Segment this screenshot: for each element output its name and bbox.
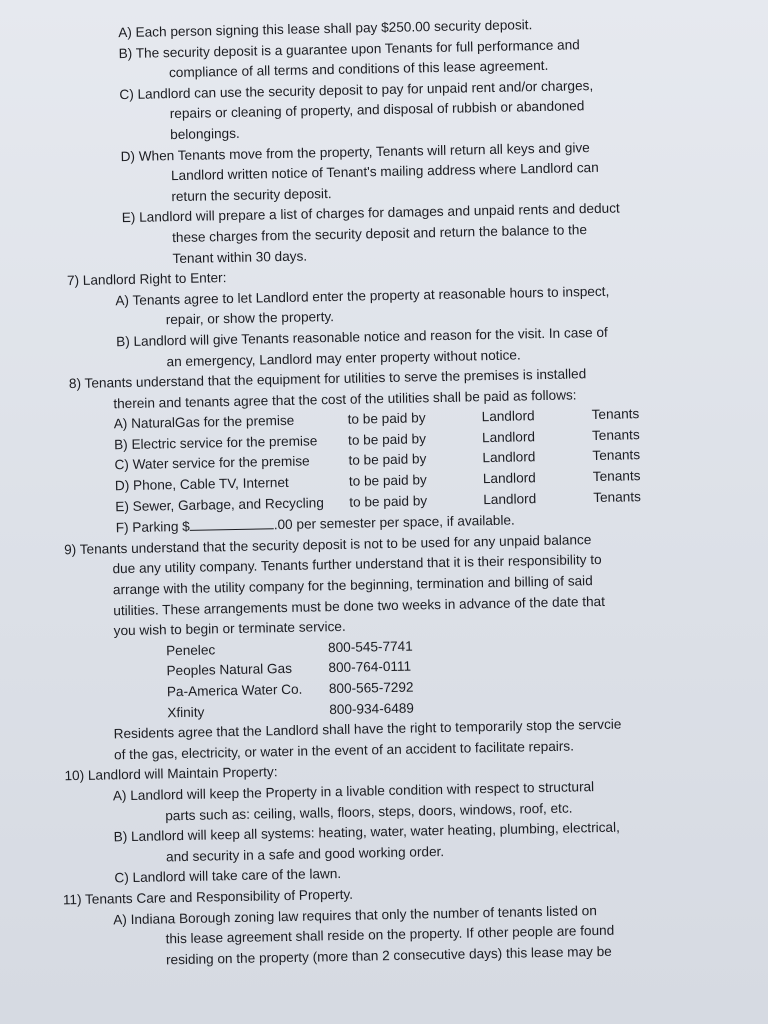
contact-name: Xfinity [167, 704, 205, 720]
utility-landlord-option: Landlord [481, 429, 536, 446]
parking-terms: .00 per semester per space, if available. [273, 512, 515, 533]
s7-item-a: A) Tenants agree to let Landlord enter the property at reasonable hours to inspect, [115, 283, 610, 308]
s6-item-c: C) Landlord can use the security deposit to pay for unpaid rent and/or charges, [119, 77, 594, 102]
utility-landlord-option: Landlord [482, 449, 536, 466]
utility-tenants-option: Tenants [591, 427, 640, 443]
utility-service: E) Sewer, Garbage, and Recycling [115, 494, 324, 514]
utility-paid-by: to be paid by [349, 492, 428, 510]
section-8-intro-cont: therein and tenants agree that the cost of the utilities shall be paid as follows: [113, 387, 577, 411]
lease-page [0, 11, 768, 974]
utility-paid-by: to be paid by [348, 472, 427, 489]
utility-service: D) Phone, Cable TV, Internet [114, 474, 289, 494]
s10-item-a-cont: parts such as: ceiling, walls, floors, steps, doors, windows, roof, etc. [165, 800, 573, 823]
section-11-heading: 11) Tenants Care and Responsibility of Property. [62, 886, 354, 908]
s7-item-b-cont: an emergency, Landlord may enter property without notice. [166, 346, 521, 369]
parking-label: F) Parking $ [115, 519, 190, 536]
utility-tenants-option: Tenants [592, 468, 641, 485]
utility-paid-by: to be paid by [347, 431, 427, 448]
s6-item-d-cont: return the security deposit. [171, 185, 332, 204]
s10-item-b-cont: and security in a safe and good working order. [165, 843, 445, 865]
s6-item-b-cont: compliance of all terms and conditions of this lease agreement. [168, 58, 549, 81]
utility-tenants-option: Tenants [592, 447, 641, 464]
contact-phone: 800-764-0111 [328, 659, 412, 676]
s11-item-a-cont: this lease agreement shall reside on the property. If other people are found [165, 922, 615, 947]
contact-phone: 800-934-6489 [329, 700, 415, 717]
s7-item-b: B) Landlord will give Tenants reasonable notice and reason for the visit. In case of [116, 324, 608, 350]
contact-name: Penelec [165, 642, 216, 659]
s6-item-e-cont: these charges from the security deposit and return the balance to the [172, 222, 588, 246]
s6-item-a: A) Each person signing this lease shall pay $250.00 security deposit. [118, 17, 533, 41]
s6-item-d-cont: Landlord written notice of Tenant's mailing address where Landlord can [170, 160, 599, 184]
utility-landlord-option: Landlord [483, 490, 537, 507]
utility-landlord-option: Landlord [482, 470, 536, 487]
utility-tenants-option: Tenants [591, 406, 640, 423]
contact-phone: 800-545-7741 [327, 638, 413, 656]
utility-service: B) Electric service for the premise [113, 433, 318, 453]
section-9-line: utilities. These arrangements must be done two weeks in advance of the date that [113, 593, 606, 618]
residents-clause: Residents agree that the Landlord shall have the right to temporarily stop the servcie [113, 716, 622, 742]
section-9-line: 9) Tenants understand that the security deposit is not to be used for any unpaid balance [64, 531, 592, 558]
utility-paid-by: to be paid by [348, 451, 427, 469]
utility-service: A) NaturalGas for the premise [113, 413, 295, 432]
s11-item-a-cont: residing on the property (more than 2 consecutive days) this lease may be [165, 943, 612, 968]
parking-amount-blank[interactable] [190, 514, 274, 531]
section-9-line: arrange with the utility company for the beginning, termination and billing of said [112, 573, 593, 598]
utility-paid-by: to be paid by [347, 410, 426, 428]
contact-name: Pa-America Water Co. [166, 681, 303, 700]
s7-item-a-cont: repair, or show the property. [165, 309, 335, 328]
s6-item-c-cont: repairs or cleaning of property, and disposal of rubbish or abandoned [169, 98, 585, 122]
section-9-line: you wish to begin or terminate service. [113, 619, 346, 639]
utility-tenants-option: Tenants [593, 488, 641, 505]
section-8-intro: 8) Tenants understand that the equipment for utilities to serve the premises is installed [68, 366, 587, 392]
utility-service: C) Water service for the premise [114, 453, 310, 473]
contact-name: Peoples Natural Gas [166, 661, 293, 679]
residents-clause-cont: of the gas, electricity, or water in the event of an accident to facilitate repairs. [113, 738, 575, 763]
section-9-line: due any utility company. Tenants further understand that it is their responsibility to [112, 552, 602, 577]
s10-item-c: C) Landlord will take care of the lawn. [114, 866, 342, 886]
s6-item-e-cont: Tenant within 30 days. [172, 248, 308, 266]
s11-item-a: A) Indiana Borough zoning law requires that only the number of tenants listed on [113, 902, 597, 927]
contact-phone: 800-565-7292 [328, 679, 414, 697]
s6-item-e: E) Landlord will prepare a list of charges for damages and unpaid rents and deduct [121, 200, 620, 226]
s6-item-d: D) When Tenants move from the property, Tenants will return all keys and give [120, 139, 590, 164]
section-10-heading: 10) Landlord will Maintain Property: [64, 764, 278, 784]
section-7-heading: 7) Landlord Right to Enter: [66, 270, 227, 289]
s6-item-c-cont: belongings. [170, 125, 240, 143]
utility-landlord-option: Landlord [481, 408, 535, 425]
s10-item-a: A) Landlord will keep the Property in a livable condition with respect to structural [112, 779, 595, 804]
s6-item-b: B) The security deposit is a guarantee upon Tenants for full performance and [118, 36, 580, 61]
s10-item-b: B) Landlord will keep all systems: heating, water, water heating, plumbing, electrical, [113, 819, 620, 845]
